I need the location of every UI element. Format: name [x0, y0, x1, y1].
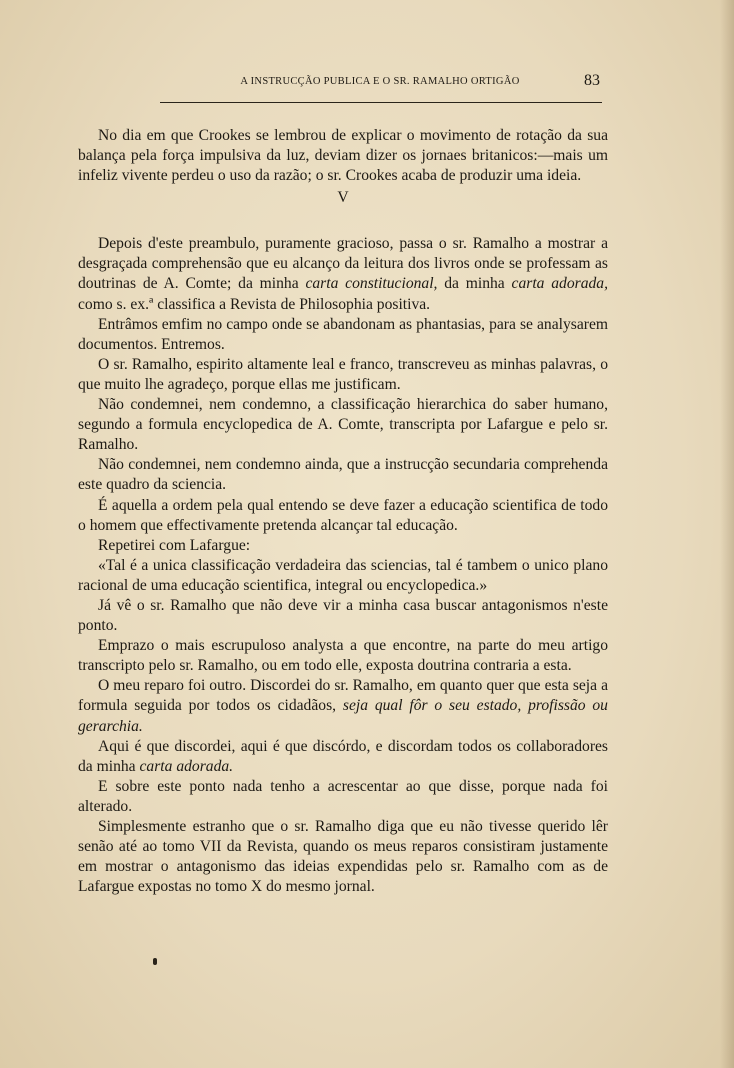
paragraph: Entrâmos emfim no campo onde se abandonam as phantasias, para se analysarem documentos. Entremos. — [78, 315, 608, 353]
page-edge-shadow — [720, 0, 734, 1068]
paragraph: Repetirei com Lafargue: — [98, 536, 251, 554]
quotation: «Tal é a unica classificação verdadeira das sciencias, tal é tambem o unico plano racional de uma educação scientifica, integral ou encyclopedica.» — [78, 556, 608, 594]
paragraph — [78, 234, 608, 314]
paragraph: E sobre este ponto nada tenho a acrescentar ao que disse, porque nada foi alterado. — [78, 777, 608, 815]
running-header: A INSTRUCÇÃO PUBLICA E O SR. RAMALHO ORTIGÃO — [240, 76, 520, 87]
text-run: como s. ex.ª classifica a Revista de Philosophia positiva. — [78, 295, 431, 313]
italic-run: carta constitucional, — [305, 275, 438, 293]
text-run: Depois d'este preambulo, puramente gracioso, passa o sr. Ramalho a mostrar a desgraçada comprehensão que eu alcanço da leitura dos livros onde se professam as doutrinas de A. Comte; da minha — [78, 235, 608, 293]
paragraph: Simplesmente estranho que o sr. Ramalho diga que eu não tivesse querido lêr senão até ao tomo VII da Revista, quando os meus reparos consistiram justamente em mostrar o antagonismo das ideias expendidas pelo sr. Ramalho com as de Lafargue expostas no tomo X do mesmo jornal. — [78, 818, 608, 896]
paragraph: O sr. Ramalho, espirito altamente leal e franco, transcreveu as minhas palavras, o que muito lhe agradeço, porque ellas me justificam. — [78, 355, 608, 393]
paragraph — [78, 676, 608, 736]
section-heading: V — [337, 189, 349, 207]
paragraph: Não condemnei, nem condemno ainda, que a instrucção secundaria comprehenda este quadro da sciencia. — [78, 456, 608, 494]
paragraph: Já vê o sr. Ramalho que não deve vir a minha casa buscar antagonismos n'este ponto. — [78, 596, 608, 635]
page-number: 83 — [584, 72, 600, 89]
ink-speck — [153, 958, 157, 965]
paragraph: No dia em que Crookes se lembrou de explicar o movimento de rotação da sua balança pela força impulsiva da luz, deviam dizer os jornaes britanicos:—mais um infeliz vivente perdeu o uso da razão; o sr. Crookes acaba de produzir uma ideia. — [78, 127, 608, 185]
text-run: Aqui é que discordei, aqui é que discórdo, e discordam todos os collaboradores da minha — [78, 737, 608, 775]
paragraph — [78, 737, 608, 777]
text-run: O meu reparo foi outro. Discordei do sr. Ramalho, em quanto quer que esta seja a formula seguida por todos os cidadãos, — [78, 677, 608, 715]
header-rule — [160, 102, 602, 103]
paragraph: Não condemnei, nem condemno, a classificação hierarchica do saber humano, segundo a formula encyclopedica de A. Comte, transcripta por Lafargue e pelo sr. Ramalho. — [78, 396, 608, 454]
body-text — [78, 126, 608, 897]
italic-run: carta adorada, — [511, 275, 608, 293]
italic-run: carta adorada. — [139, 757, 234, 775]
italic-run: seja qual fôr o seu estado, profissão ou gerarchia. — [78, 697, 608, 735]
paragraph: Emprazo o mais escrupuloso analysta a que encontre, na parte do meu artigo transcripto pelo sr. Ramalho, ou em todo elle, exposta doutrina contraria a esta. — [78, 637, 608, 675]
text-run: da minha — [437, 275, 512, 293]
paragraph: É aquella a ordem pela qual entendo se deve fazer a educação scientifica de todo o homem que effectivamente pretenda alcançar tal educação. — [78, 496, 608, 534]
